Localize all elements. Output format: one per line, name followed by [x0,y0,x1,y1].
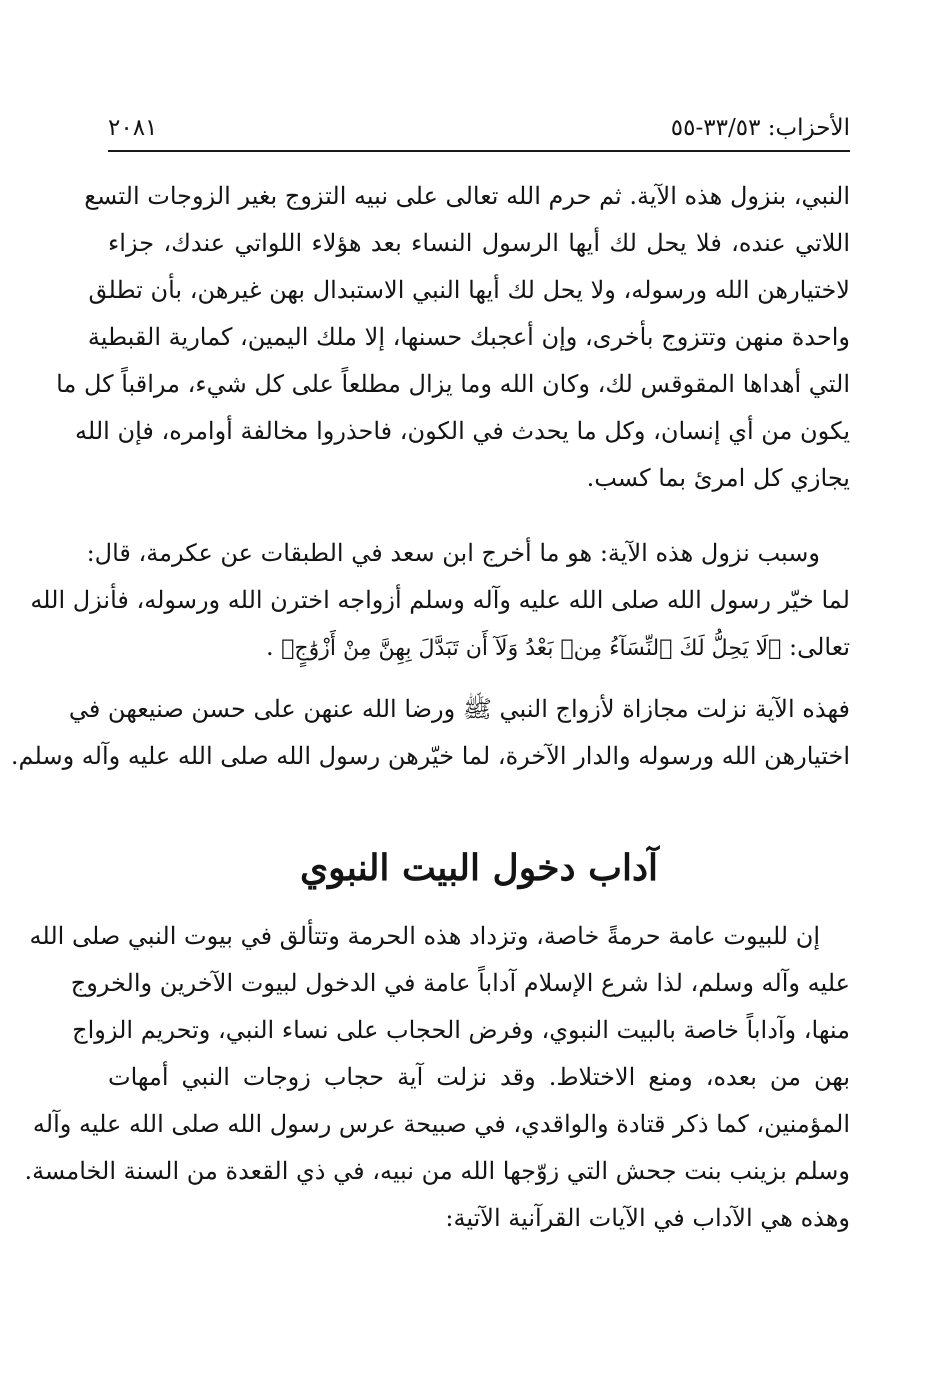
verse-suffix: . [265,633,282,661]
text-line: النبي، بنزول هذه الآية. ثم حرم الله تعالى على نبيه التزوج بغير الزوجات التسع [84,182,850,210]
text-line: وسلم بزينب بنت جحش التي زوّجها الله من نبيه، في ذي القعدة من السنة الخامسة. [24,1157,850,1185]
text-line: التي أهداها المقوقس لك، وكان الله وما يزال مطلعاً على كل شيء، مراقباً كل ما [56,370,850,398]
verse-prefix: تعالى: [781,633,850,661]
text-line: إن للبيوت عامة حرمةً خاصة، وتزداد هذه الحرمة وتتألق في بيوت النبي صلى الله [29,922,820,950]
text-line: لاختيارهن الله ورسوله، ولا يحل لك أيها النبي الاستبدال بهن غيرهن، بأن تطلق [88,276,850,304]
paragraph-continuation [56,173,850,502]
text-line: منها، وآداباً خاصة بالبيت النبوي، وفرض الحجاب على نساء النبي، وتحريم الزواج [72,1016,850,1044]
text-line: فهذه الآية نزلت مجازاة لأزواج النبي ﷺ ورضا الله عنهن على حسن صنيعهن في [68,695,850,723]
section-heading: آداب دخول البيت النبوي [299,847,659,889]
page-number: ٢٠٨١ [108,115,158,141]
text-line: بهن من بعده، ومنع الاختلاط. وقد نزلت آية حجاب زوجات النبي أمهات [108,1063,850,1091]
paragraph-reward [10,686,850,780]
text-line: اللاتي عنده، فلا يحل لك أيها الرسول النساء بعد هؤلاء اللواتي عندك، جزاء [108,229,850,257]
running-header-title: الأحزاب: ٣٣/٥٣-٥٥ [670,115,850,141]
section-paragraph [24,913,850,1242]
text-line: وهذه هي الآداب في الآيات القرآنية الآتية: [445,1204,850,1232]
text-line: يجازي كل امرئ بما كسب. [586,464,850,492]
page-header [108,108,850,148]
paragraph-revelation-cause [30,530,850,671]
header-rule [108,150,850,152]
text-line-with-verse [108,624,850,671]
quran-verse: ﴿لَا يَحِلُّ لَكَ ٱلنِّسَآءُ مِنۢ بَعْدُ وَلَآ أَن تَبَدَّلَ بِهِنَّ مِنْ أَزْوَٰجٍ﴾ [281,636,782,661]
text-line: لما خيّر رسول الله صلى الله عليه وآله وسلم أزواجه اخترن الله ورسوله، فأنزل الله [30,586,850,614]
text-line: عليه وآله وسلم، لذا شرع الإسلام آداباً عامة في الدخول لبيوت الآخرين والخروج [70,969,850,997]
text-line: يكون من أي إنسان، وكل ما يحدث في الكون، فاحذروا مخالفة أوامره، فإن الله [75,417,850,445]
text-line: اختيارهن الله ورسوله والدار الآخرة، لما خيّرهن رسول الله صلى الله عليه وآله وسلم. [10,742,850,770]
text-line: واحدة منهن وتتزوج بأخرى، وإن أعجبك حسنها، إلا ملك اليمين، كمارية القبطية [87,323,850,351]
text-line: المؤمنين، كما ذكر قتادة والواقدي، في صبيحة عرس رسول الله صلى الله عليه وآله [32,1110,850,1138]
text-line: وسبب نزول هذه الآية: هو ما أخرج ابن سعد في الطبقات عن عكرمة، قال: [86,539,820,567]
